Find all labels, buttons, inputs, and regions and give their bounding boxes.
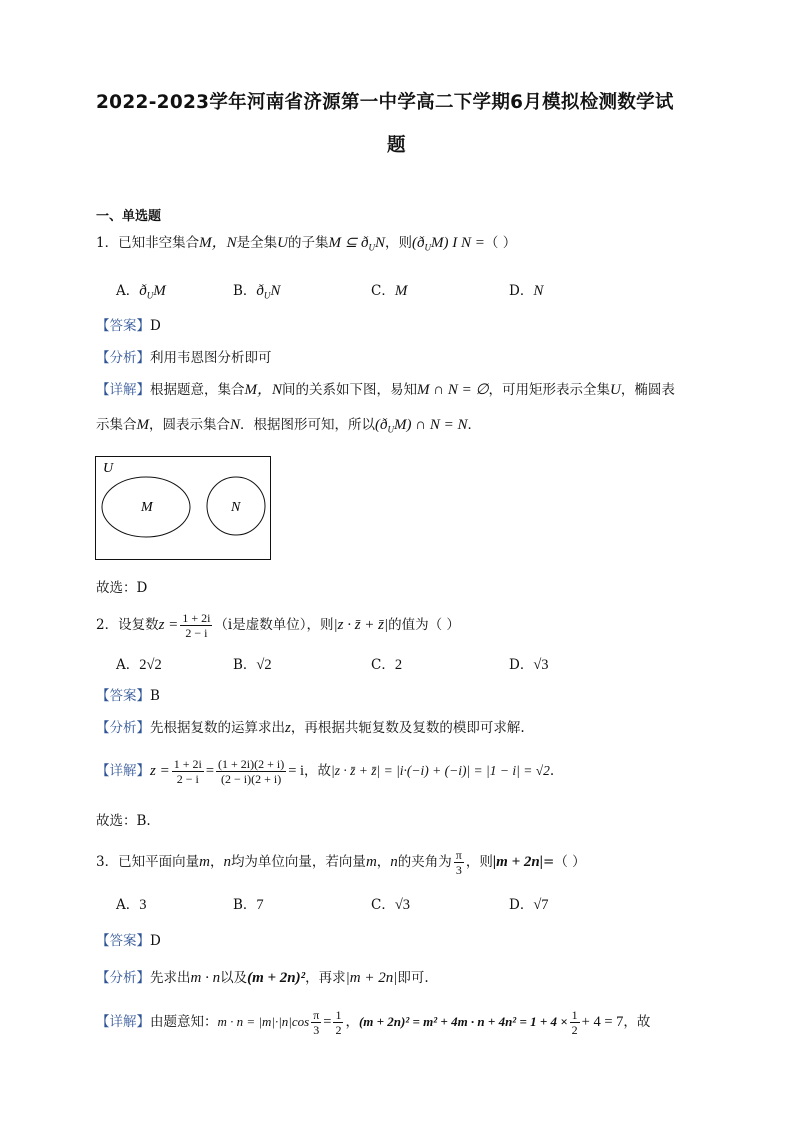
q2-option-a: A．2√2 xyxy=(116,657,162,673)
q1-option-a: A．$ð_UM$ xyxy=(116,283,166,301)
universe-label: U xyxy=(103,461,114,476)
q2-answer: 【答案】B xyxy=(96,688,160,704)
q2-option-b: B．√2 xyxy=(233,657,272,673)
page-title-line1: 2022-2023学年河南省济源第一中学高二下学期6月模拟检测数学试 xyxy=(96,92,674,113)
q1-stem: 1．已知非空集合M，N是全集U的子集M ⊆ $ð_UN$，则$(ð_UM)$ I N =（ ） xyxy=(96,235,517,253)
set-m-label: M xyxy=(141,500,153,515)
q3-stem: 3．已知平面向量m，n均为单位向量，若向量m，n的夹角为 $\frac{\pi}{3}$ ，则|m + 2n|=（ ） xyxy=(96,848,586,877)
q3-option-b: B．7 xyxy=(233,897,264,913)
q2-detail: 【详解】z = $\frac{1 + 2i}{2 - i}$ = $\frac{(1 + 2i)(2 + i)}{(2 - i)(2 + i)}$ = i，故|z · z̄ + z̄| = |i·(−i) + (−i)| = |1 − i| = √2. xyxy=(96,757,555,786)
q3-option-d: D．√7 xyxy=(509,897,549,913)
set-n-label: N xyxy=(231,500,241,515)
q2-option-d: D．√3 xyxy=(509,657,549,673)
q3-option-a: A．3 xyxy=(116,897,147,913)
q3-detail: 【详解】由题意知：m · n = |m|·|n|cos $\frac{\pi}{3}$ = $\frac{1}{2}$ ，(m + 2n)² = m² + 4m · n + 4n² = 1 + 4 × $\frac{1}{2}$ + 4 = 7，故 xyxy=(96,1008,651,1037)
q2-choice: 故选：B. xyxy=(96,813,151,829)
q1-option-d: D．N xyxy=(509,283,544,299)
q1-detail-line1: 【详解】根据题意，集合M，N间的关系如下图，易知M ∩ N = ∅，可用矩形表示全集U，椭圆表 xyxy=(96,382,675,398)
page-title-line2: 题 xyxy=(387,135,406,156)
q2-option-c: C．2 xyxy=(371,657,403,673)
q1-choice: 故选：D xyxy=(96,580,148,596)
section-heading: 一、单选题 xyxy=(96,209,162,224)
q1-analysis: 【分析】利用韦恩图分析即可 xyxy=(96,350,272,366)
q1-answer: 【答案】D xyxy=(96,318,161,334)
q1-option-b: B．$ð_UN$ xyxy=(233,283,281,301)
q2-analysis: 【分析】先根据复数的运算求出z，再根据共轭复数及复数的模即可求解. xyxy=(96,720,525,736)
q3-option-c: C．√3 xyxy=(371,897,411,913)
q3-answer: 【答案】D xyxy=(96,933,161,949)
universe-rectangle xyxy=(96,457,271,560)
q1-detail-line2: 示集合M，圆表示集合N．根据图形可知，所以$(ð_UM)$ ∩ N = N． xyxy=(96,417,481,435)
venn-diagram xyxy=(95,456,271,560)
q1-option-c: C．M xyxy=(371,283,408,299)
q2-stem: 2．设复数z = $\frac{1 + 2i}{2 - i}$ （i是虚数单位），则|z · z̄ + z̄|的值为（ ） xyxy=(96,611,460,640)
q3-analysis: 【分析】先求出m · n以及(m + 2n)²，再求|m + 2n|即可. xyxy=(96,970,429,986)
